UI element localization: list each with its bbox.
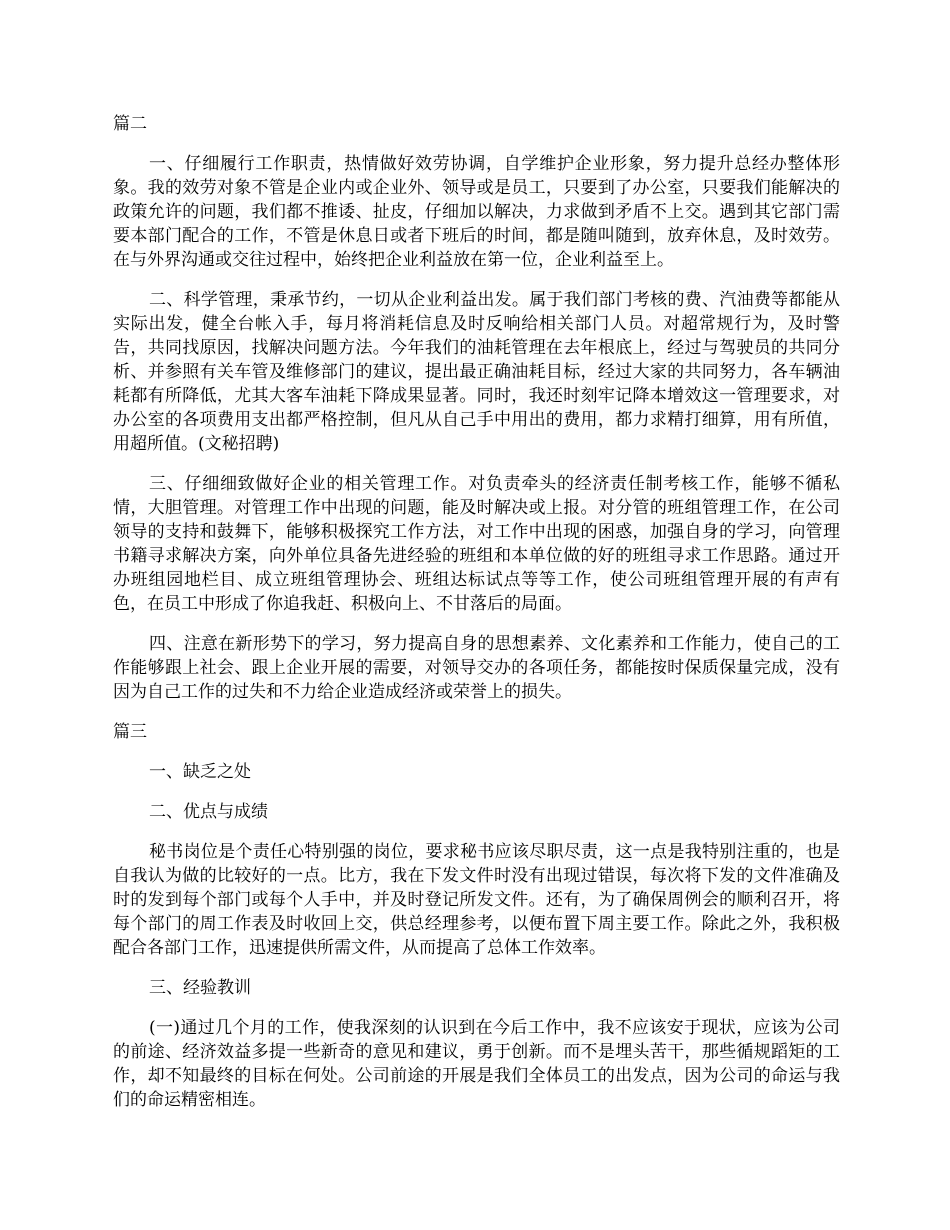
section-3-item-2: 二、优点与成绩 bbox=[149, 802, 268, 822]
section-2-paragraph-3: 三、仔细细致做好企业的相关管理工作。对负责牵头的经济责任制考核工作，能够不循私情，大胆管理。对管理工作中出现的问题，能及时解决或上报。对分管的班组管理工作，在公司领导的支持和鼓舞下，能够积极探究工作方法，对工作中出现的困惑，加强自身的学习，向管理书籍寻求解决方案，向外单位具备先进经验的班组和本单位做的好的班组寻求工作思路。通过开办班组园地栏目、成立班组管理协会、班组达标试点等等工作，使公司班组管理开展的有声有色，在员工中形成了你追我赶、积极向上、不甘落后的局面。 bbox=[113, 474, 840, 614]
section-3-item-2-body: 秘书岗位是个责任心特别强的岗位，要求秘书应该尽职尽责，这一点是我特别注重的，也是自我认为做的比较好的一点。比方，我在下发文件时没有出现过错误，每次将下发的文件准确及时的发到每个部门或每个人手中，并及时登记所发文件。还有，为了确保周例会的顺利召开，将每个部门的周工作表及时收回上交，供总经理参考，以便布置下周主要工作。除此之外，我积极配合各部门工作，迅速提供所需文件，从而提高了总体工作效率。 bbox=[113, 842, 840, 958]
section-3-item-1: 一、缺乏之处 bbox=[149, 762, 251, 782]
section-3-item-3: 三、经验教训 bbox=[149, 978, 251, 998]
section-2-title: 篇二 bbox=[113, 114, 147, 134]
document-page bbox=[113, 112, 840, 1128]
section-3-title: 篇三 bbox=[113, 722, 147, 742]
section-2-paragraph-2: 二、科学管理，秉承节约，一切从企业利益出发。属于我们部门考核的费、汽油费等都能从实际出发，健全台帐入手，每月将消耗信息及时反响给相关部门人员。对超常规行为，及时警告，共同找原因，找解决问题方法。今年我们的油耗管理在去年根底上，经过与驾驶员的共同分析、并参照有关车管及维修部门的建议，提出最正确油耗目标，经过大家的共同努力，各车辆油耗都有所降低，尤其大客车油耗下降成果显著。同时，我还时刻牢记降本增效这一管理要求，对办公室的各项费用支出都严格控制，但凡从自己手中用出的费用，都力求精打细算，用有所值，用超所值。(文秘招聘) bbox=[113, 290, 840, 454]
section-2-paragraph-1: 一、仔细履行工作职责，热情做好效劳协调，自学维护企业形象，努力提升总经办整体形象。我的效劳对象不管是企业内或企业外、领导或是员工，只要到了办公室，只要我们能解决的政策允许的问题，我们都不推诿、扯皮，仔细加以解决，力求做到矛盾不上交。遇到其它部门需要本部门配合的工作，不管是休息日或者下班后的时间，都是随叫随到，放弃休息，及时效劳。在与外界沟通或交往过程中，始终把企业利益放在第一位，企业利益至上。 bbox=[113, 154, 840, 270]
section-3-item-3-body: (一)通过几个月的工作，使我深刻的认识到在今后工作中，我不应该安于现状，应该为公司的前途、经济效益多提一些新奇的意见和建议，勇于创新。而不是埋头苦干，那些循规蹈矩的工作，却不知最终的目标在何处。公司前途的开展是我们全体员工的出发点，因为公司的命运与我们的命运精密相连。 bbox=[113, 1018, 840, 1110]
section-2-paragraph-4: 四、注意在新形势下的学习，努力提高自身的思想素养、文化素养和工作能力，使自己的工作能够跟上社会、跟上企业开展的需要，对领导交办的各项任务，都能按时保质保量完成，没有因为自己工作的过失和不力给企业造成经济或荣誉上的损失。 bbox=[113, 634, 840, 702]
